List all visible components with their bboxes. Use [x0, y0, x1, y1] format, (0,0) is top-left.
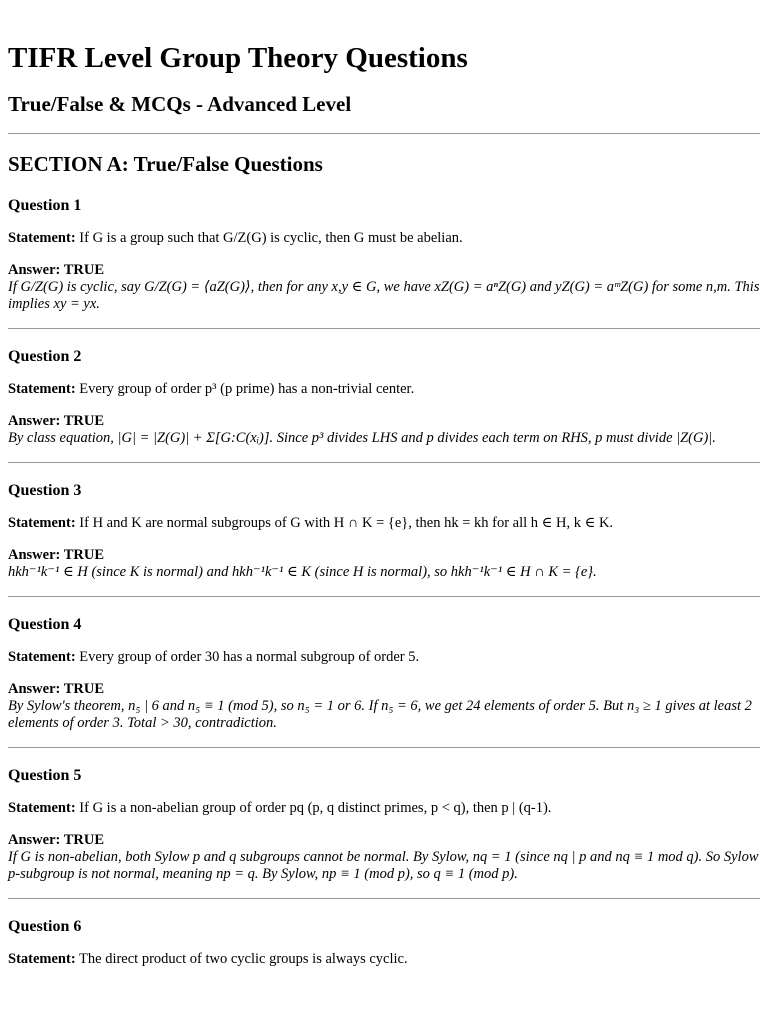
answer-explanation: If G is non-abelian, both Sylow p and q subgroups cannot be normal. By Sylow, nq = 1 (since nq | p and nq ≡ 1 mod q). So Sylow p-subgroup is not normal, meaning np = q. By Sylow, np ≡ 1 (mod p), so q ≡ 1 (mod p).	[8, 849, 759, 882]
answer-label: Answer: TRUE	[8, 681, 104, 697]
answer-label: Answer: TRUE	[8, 547, 104, 563]
question-statement	[8, 951, 760, 968]
question-statement	[8, 230, 760, 247]
answer-explanation: By class equation, |G| = |Z(G)| + Σ[G:C(xᵢ)]. Since p³ divides LHS and p divides each term on RHS, p must divide |Z(G)|.	[8, 430, 716, 446]
answer-explanation: If G/Z(G) is cyclic, say G/Z(G) = ⟨aZ(G)⟩, then for any x,y ∈ G, we have xZ(G) = aⁿZ(G) and yZ(G) = aᵐZ(G) for some n,m. This implies xy = yx.	[8, 279, 760, 312]
answer-label: Answer: TRUE	[8, 413, 104, 429]
question-6	[8, 899, 760, 968]
question-2	[8, 329, 760, 447]
page-subtitle: True/False & MCQs - Advanced Level	[8, 92, 352, 116]
statement-label: Statement:	[8, 951, 76, 967]
answer-explanation: By Sylow's theorem, n₅ | 6 and n₅ ≡ 1 (mod 5), so n₅ = 1 or 6. If n₅ = 6, we get 24 elements of order 5. But n₃ ≥ 1 gives at least 2 elements of order 3. Total > 30, contradiction.	[8, 698, 752, 731]
statement-label: Statement:	[8, 230, 76, 246]
question-4	[8, 597, 760, 732]
question-heading: Question 3	[8, 482, 82, 499]
question-statement	[8, 381, 760, 398]
statement-label: Statement:	[8, 515, 76, 531]
question-statement	[8, 800, 760, 817]
statement-text: Every group of order p³ (p prime) has a non-trivial center.	[79, 381, 415, 397]
statement-text: The direct product of two cyclic groups is always cyclic.	[79, 951, 408, 967]
statement-text: If G is a non-abelian group of order pq (p, q distinct primes, p < q), then p | (q-1).	[79, 800, 552, 816]
answer-explanation: hkh⁻¹k⁻¹ ∈ H (since K is normal) and hkh⁻¹k⁻¹ ∈ K (since H is normal), so hkh⁻¹k⁻¹ ∈ H ∩ K = {e}.	[8, 564, 597, 580]
question-heading: Question 1	[8, 197, 82, 214]
statement-label: Statement:	[8, 649, 76, 665]
question-1	[8, 176, 760, 313]
question-5	[8, 748, 760, 883]
question-statement	[8, 515, 760, 532]
question-3	[8, 463, 760, 581]
statement-text: If G is a group such that G/Z(G) is cyclic, then G must be abelian.	[79, 230, 463, 246]
question-heading: Question 2	[8, 348, 82, 365]
question-statement	[8, 649, 760, 666]
answer-label: Answer: TRUE	[8, 262, 104, 278]
question-heading: Question 6	[8, 918, 82, 935]
answer-label: Answer: TRUE	[8, 832, 104, 848]
statement-text: If H and K are normal subgroups of G with H ∩ K = {e}, then hk = kh for all h ∈ H, k ∈ K.	[79, 515, 614, 531]
page-title: TIFR Level Group Theory Questions	[8, 42, 468, 74]
question-heading: Question 5	[8, 767, 82, 784]
statement-label: Statement:	[8, 800, 76, 816]
statement-label: Statement:	[8, 381, 76, 397]
statement-text: Every group of order 30 has a normal subgroup of order 5.	[79, 649, 420, 665]
question-heading: Question 4	[8, 616, 82, 633]
section-heading: SECTION A: True/False Questions	[8, 152, 323, 176]
